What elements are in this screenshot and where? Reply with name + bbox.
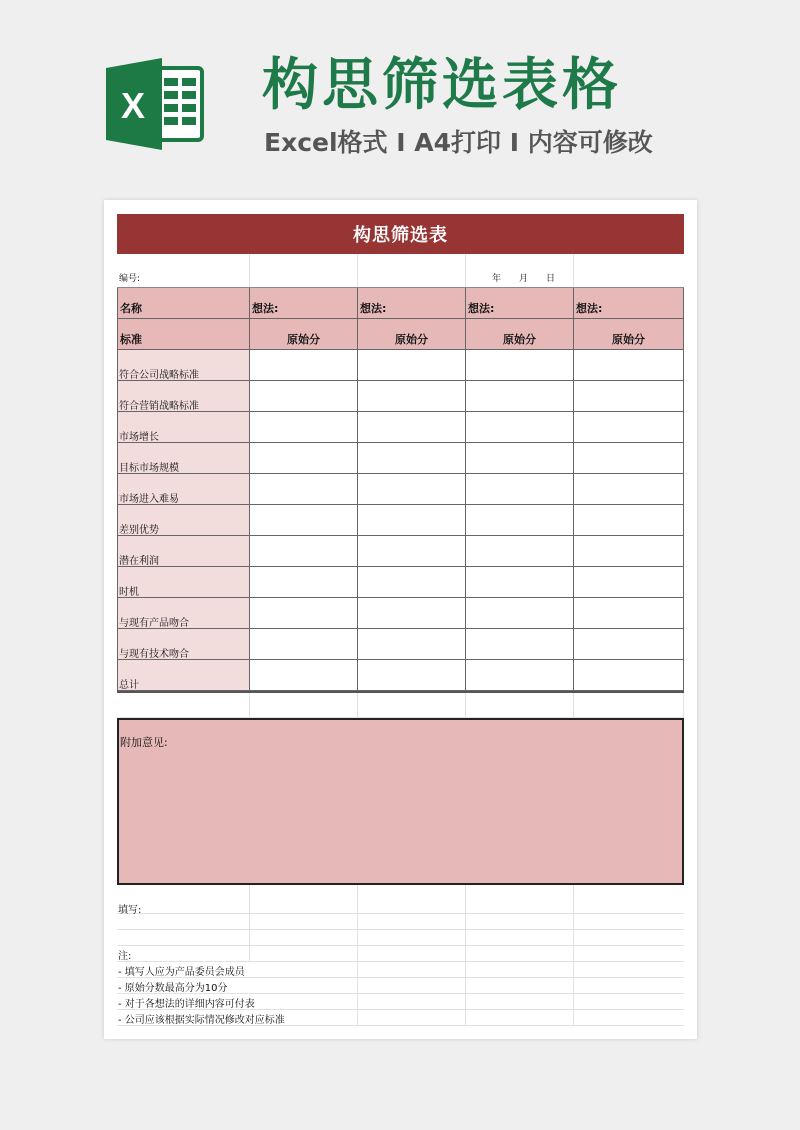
blank-cell[interactable] [574,994,684,1009]
scoring-table [117,288,684,691]
spacer-cell[interactable] [358,693,466,717]
table-row [117,660,684,691]
blank-row [117,914,684,930]
header-cell-score[interactable]: 原始分 [466,319,574,350]
score-cell[interactable] [574,660,684,691]
date-year: 年 [492,274,502,284]
header-cell-idea[interactable]: 想法: [250,288,358,319]
blank-cell[interactable] [466,914,574,929]
spacer-cell[interactable] [466,693,574,717]
note-item[interactable]: - 对于各想法的详细内容可付表 [118,999,255,1010]
table-row [117,598,684,629]
header-cell-score[interactable]: 原始分 [250,319,358,350]
criterion-label[interactable]: 时机 [117,567,250,598]
blank-cell[interactable] [250,914,358,929]
blank-cell[interactable] [466,1010,574,1025]
blank-cell[interactable] [574,978,684,993]
criterion-label[interactable]: 目标市场规模 [117,443,250,474]
table-row [117,536,684,567]
header-cell-score[interactable]: 原始分 [358,319,466,350]
blank-cell[interactable] [466,978,574,993]
blank-cell[interactable] [358,946,466,961]
score-cell[interactable] [358,536,466,567]
score-cell[interactable] [574,350,684,381]
header-cell[interactable]: 名称 [117,288,250,319]
excel-logo-icon [104,58,204,150]
score-cell[interactable] [250,381,358,412]
score-cell[interactable] [466,505,574,536]
spacer-cell[interactable] [574,693,684,717]
score-cell[interactable] [466,412,574,443]
criterion-label[interactable]: 与现有产品吻合 [117,598,250,629]
score-cell[interactable] [574,412,684,443]
blank-cell[interactable] [574,885,684,913]
score-cell[interactable] [250,412,358,443]
score-cell[interactable] [574,443,684,474]
criterion-label[interactable]: 市场进入难易 [117,474,250,505]
score-cell[interactable] [466,629,574,660]
score-cell[interactable] [250,567,358,598]
table-row [117,505,684,536]
number-label[interactable]: 编号: [117,254,250,287]
criterion-label[interactable]: 与现有技术吻合 [117,629,250,660]
blank-cell[interactable] [117,914,250,929]
blank-cell[interactable] [250,994,358,1009]
spreadsheet [117,214,684,1026]
score-cell[interactable] [250,350,358,381]
score-cell[interactable] [250,598,358,629]
score-cell[interactable] [466,567,574,598]
score-cell[interactable] [574,598,684,629]
blank-cell[interactable] [466,962,574,977]
header-row-name [117,288,684,319]
note-row [117,962,684,978]
date-day: 日 [546,274,556,284]
note-row [117,1010,684,1026]
note-row [117,946,684,962]
spacer-cell[interactable] [250,693,358,717]
blank-cell[interactable] [117,930,250,945]
note-item[interactable]: - 公司应该根据实际情况修改对应标准 [118,1015,285,1026]
criterion-label[interactable]: 差别优势 [117,505,250,536]
score-cell[interactable] [250,660,358,691]
blank-cell[interactable] [250,978,358,993]
date-fields[interactable] [466,254,574,287]
score-cell[interactable] [250,629,358,660]
note-label[interactable]: 注: [117,946,250,961]
blank-cell[interactable] [358,885,466,913]
meta-row [117,254,684,288]
table-row [117,412,684,443]
blank-cell[interactable] [466,930,574,945]
criterion-label[interactable]: 总计 [117,660,250,691]
fill-row [117,885,684,914]
blank-cell[interactable] [358,994,466,1009]
spacer-cell[interactable] [117,693,250,717]
score-cell[interactable] [574,629,684,660]
score-cell[interactable] [574,536,684,567]
blank-cell[interactable] [574,962,684,977]
table-row [117,629,684,660]
score-cell[interactable] [574,505,684,536]
score-cell[interactable] [358,598,466,629]
table-row [117,443,684,474]
score-cell[interactable] [466,660,574,691]
score-cell[interactable] [574,381,684,412]
score-cell[interactable] [250,536,358,567]
blank-cell[interactable] [250,962,358,977]
score-cell[interactable] [358,350,466,381]
spacer-row [117,691,684,718]
sheet-heading: 构思筛选表 [117,214,684,254]
score-cell[interactable] [466,350,574,381]
table-row [117,474,684,505]
score-cell[interactable] [358,660,466,691]
meta-cell[interactable] [250,254,358,287]
note-item[interactable]: - 原始分数最高分为10分 [118,983,228,994]
blank-cell[interactable] [250,930,358,945]
score-cell[interactable] [358,567,466,598]
blank-cell[interactable] [574,946,684,961]
header-cell[interactable]: 标准 [117,319,250,350]
criterion-label[interactable]: 符合营销战略标准 [117,381,250,412]
score-cell[interactable] [466,381,574,412]
meta-cell[interactable] [574,254,684,287]
comment-box[interactable] [117,718,684,885]
score-cell[interactable] [466,474,574,505]
date-month: 月 [519,274,529,284]
blank-cell[interactable] [466,994,574,1009]
blank-cell[interactable] [574,1010,684,1025]
score-cell[interactable] [250,443,358,474]
header-cell-score[interactable]: 原始分 [574,319,684,350]
score-cell[interactable] [358,381,466,412]
page-title: 构思筛选表格 [262,53,622,118]
criterion-label[interactable]: 市场增长 [117,412,250,443]
excel-logo-letter: X [121,85,146,126]
score-cell[interactable] [358,412,466,443]
score-cell[interactable] [466,598,574,629]
score-cell[interactable] [574,474,684,505]
blank-cell[interactable] [358,978,466,993]
score-cell[interactable] [358,443,466,474]
blank-cell[interactable] [466,946,574,961]
blank-cell[interactable] [250,946,358,961]
table-row [117,350,684,381]
score-cell[interactable] [250,474,358,505]
page-subtitle: Excel格式 I A4打印 I 内容可修改 [264,128,653,157]
score-cell[interactable] [358,629,466,660]
header-cell-idea[interactable]: 想法: [466,288,574,319]
comment-label: 附加意见: [120,736,168,749]
blank-cell[interactable] [250,885,358,913]
blank-cell[interactable] [358,962,466,977]
score-cell[interactable] [358,505,466,536]
note-row [117,994,684,1010]
note-row [117,978,684,994]
fill-label[interactable]: 填写: [117,885,250,913]
meta-cell[interactable] [358,254,466,287]
blank-cell[interactable] [358,930,466,945]
blank-cell[interactable] [574,930,684,945]
score-cell[interactable] [574,567,684,598]
score-cell[interactable] [358,474,466,505]
blank-row [117,930,684,946]
header-cell-idea[interactable]: 想法: [358,288,466,319]
blank-cell[interactable] [466,885,574,913]
blank-cell[interactable] [358,914,466,929]
score-cell[interactable] [250,505,358,536]
table-row [117,381,684,412]
score-cell[interactable] [466,443,574,474]
score-cell[interactable] [466,536,574,567]
blank-cell[interactable] [574,914,684,929]
blank-cell[interactable] [250,1010,358,1025]
note-item[interactable]: - 填写人应为产品委员会成员 [118,967,245,978]
criterion-label[interactable]: 潜在利润 [117,536,250,567]
header-row-standard [117,319,684,350]
blank-cell[interactable] [358,1010,466,1025]
criterion-label[interactable]: 符合公司战略标准 [117,350,250,381]
header-cell-idea[interactable]: 想法: [574,288,684,319]
table-row [117,567,684,598]
